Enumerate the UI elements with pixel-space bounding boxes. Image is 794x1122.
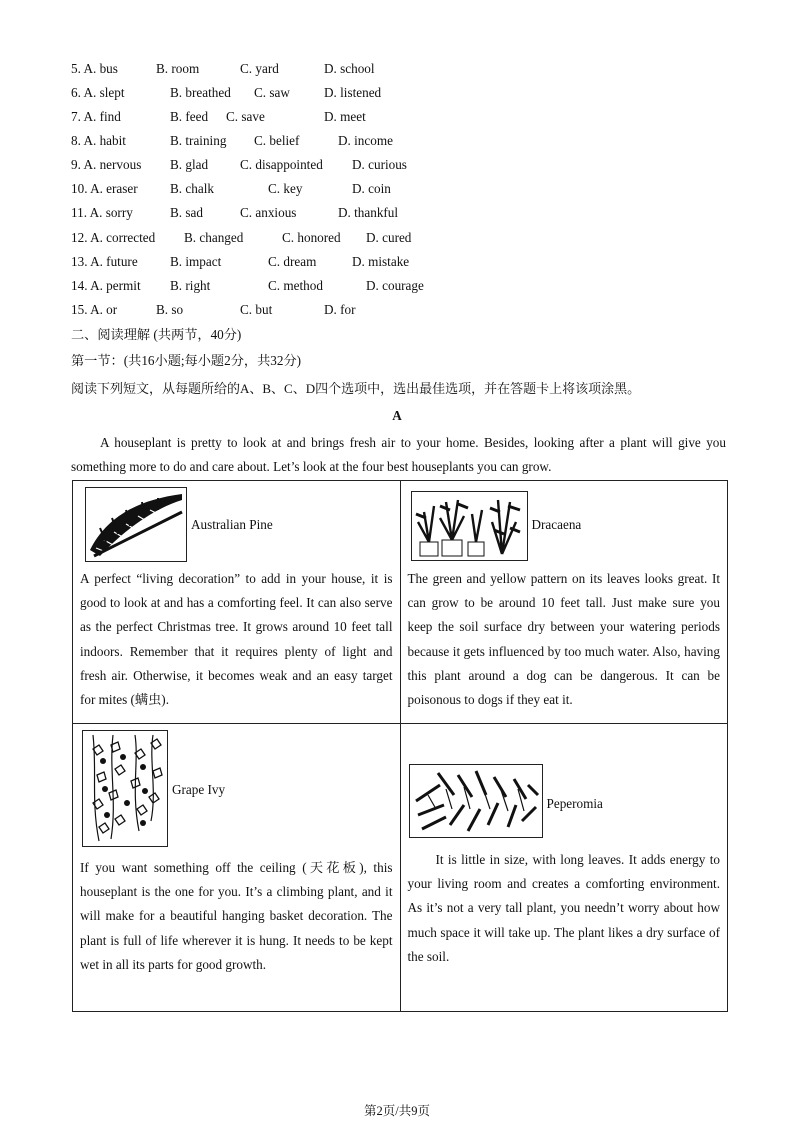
plant-cell-grape-ivy — [73, 724, 401, 1012]
plants-table — [72, 480, 728, 1012]
question-number-option-a — [71, 131, 126, 151]
question-number: 8. — [71, 133, 81, 148]
option-c: C. yard — [240, 61, 279, 76]
grape-ivy-image — [82, 730, 168, 847]
option-d: D. school — [324, 61, 375, 76]
option-c: C. key — [268, 181, 303, 196]
question-number: 11. — [71, 205, 87, 220]
question-number-option-a — [71, 203, 133, 223]
option-d: D. meet — [324, 109, 366, 124]
option-a: A. bus — [83, 61, 118, 76]
option-c: C. saw — [254, 85, 290, 100]
option-b: B. breathed — [170, 85, 231, 100]
option-b: B. glad — [170, 157, 209, 172]
option-b: B. training — [170, 133, 227, 148]
option-b: B. room — [156, 61, 200, 76]
question-number-option-a — [71, 276, 141, 296]
plant-description: The green and yellow pattern on its leaves looks great. It can grow to be around 10 feet tall. Just make sure you keep the soil surface dry between your watering periods because it gets influenced by too much water. Also, having this plant around a dog can be dangerous. It can be poisonous to dogs if they eat it. — [407, 571, 720, 708]
option-c: C. but — [240, 302, 273, 317]
passage-letter: A — [392, 408, 402, 423]
question-number: 7. — [71, 109, 81, 124]
option-a: A. nervous — [83, 157, 142, 172]
option-a: A. eraser — [90, 181, 138, 196]
plant-cell-dracaena — [400, 481, 728, 724]
question-number: 5. — [71, 61, 81, 76]
question-number: 10. — [71, 181, 88, 196]
option-d: D. coin — [352, 181, 391, 196]
question-number-option-a — [71, 155, 141, 175]
section-heading: 二、阅读理解 (共两节，40分) — [71, 327, 242, 342]
option-c: C. save — [226, 109, 265, 124]
option-a: A. find — [83, 109, 121, 124]
plant-name: Australian Pine — [191, 517, 273, 532]
instruction-text: 阅读下列短文，从每题所给的A、B、C、D四个选项中，选出最佳选项，并在答题卡上将该项涂黑。 — [71, 381, 641, 396]
option-c: C. honored — [282, 230, 341, 245]
plant-description: It is little in size, with long leaves. It adds energy to your living room and creates a comforting environment. As it’s not a very tall plant, you needn’t worry about how much space it will take up. The plant likes a dry surface of the soil. — [407, 852, 720, 964]
question-number: 15. — [71, 302, 88, 317]
option-a: A. sorry — [89, 205, 133, 220]
page-footer: 第2页/共9页 — [364, 1104, 430, 1118]
option-c: C. disappointed — [240, 157, 323, 172]
option-c: C. anxious — [240, 205, 297, 220]
option-d: D. courage — [366, 278, 424, 293]
option-c: C. method — [268, 278, 323, 293]
plant-name: Grape Ivy — [172, 782, 226, 797]
question-number-option-a — [71, 300, 117, 320]
option-d: D. listened — [324, 85, 382, 100]
question-number-option-a — [71, 228, 155, 248]
option-a: A. permit — [90, 278, 141, 293]
question-number: 6. — [71, 85, 81, 100]
option-a: A. or — [90, 302, 118, 317]
question-number: 12. — [71, 230, 88, 245]
option-d: D. income — [338, 133, 393, 148]
option-d: D. cured — [366, 230, 412, 245]
question-number: 9. — [71, 157, 81, 172]
passage-intro: A houseplant is pretty to look at and brings fresh air to your home. Besides, looking after a plant will give you something more to do and care about. Let’s look at the four best houseplants you can grow. — [71, 435, 726, 474]
option-b: B. impact — [170, 254, 222, 269]
option-a: A. future — [90, 254, 138, 269]
subsection-heading: 第一节：(共16小题;每小题2分，共32分) — [71, 353, 302, 368]
option-b: B. changed — [184, 230, 244, 245]
option-a: A. corrected — [90, 230, 156, 245]
dracaena-image — [411, 491, 528, 561]
option-d: D. thankful — [338, 205, 399, 220]
plant-cell-australian-pine — [73, 481, 401, 724]
plant-cell-peperomia — [400, 724, 728, 1012]
question-number-option-a — [71, 107, 121, 127]
option-b: B. sad — [170, 205, 203, 220]
option-b: B. so — [156, 302, 184, 317]
question-number-option-a — [71, 59, 118, 79]
plant-description: If you want something off the ceiling (天花板), this houseplant is the one for you. It’s a climbing plant, and it will make for a beautiful hanging basket decoration. The plant is full of life wherever it is hung. It needs to be kept wet in all its parts for good growth. — [80, 860, 393, 972]
question-number-option-a — [71, 179, 138, 199]
plant-name: Dracaena — [531, 517, 582, 532]
plant-name: Peperomia — [546, 796, 603, 811]
option-b: B. feed — [170, 109, 209, 124]
plant-description: A perfect “living decoration” to add in your house, it is good to look at and has a comforting feel. It can also serve as the perfect Christmas tree. It grows around 10 feet tall indoors. Remember that it requires plenty of light and fresh air. Otherwise, it becomes weak and an easy target for mites (螨虫). — [80, 571, 393, 708]
option-d: D. curious — [352, 157, 407, 172]
option-d: D. for — [324, 302, 356, 317]
option-b: B. right — [170, 278, 211, 293]
option-a: A. habit — [83, 133, 126, 148]
question-number-option-a — [71, 83, 125, 103]
option-c: C. belief — [254, 133, 300, 148]
option-a: A. slept — [83, 85, 125, 100]
option-d: D. mistake — [352, 254, 410, 269]
option-c: C. dream — [268, 254, 317, 269]
question-number: 13. — [71, 254, 88, 269]
option-b: B. chalk — [170, 181, 214, 196]
question-number: 14. — [71, 278, 88, 293]
question-number-option-a — [71, 252, 138, 272]
peperomia-image — [409, 764, 543, 838]
australian-pine-image — [85, 487, 187, 562]
